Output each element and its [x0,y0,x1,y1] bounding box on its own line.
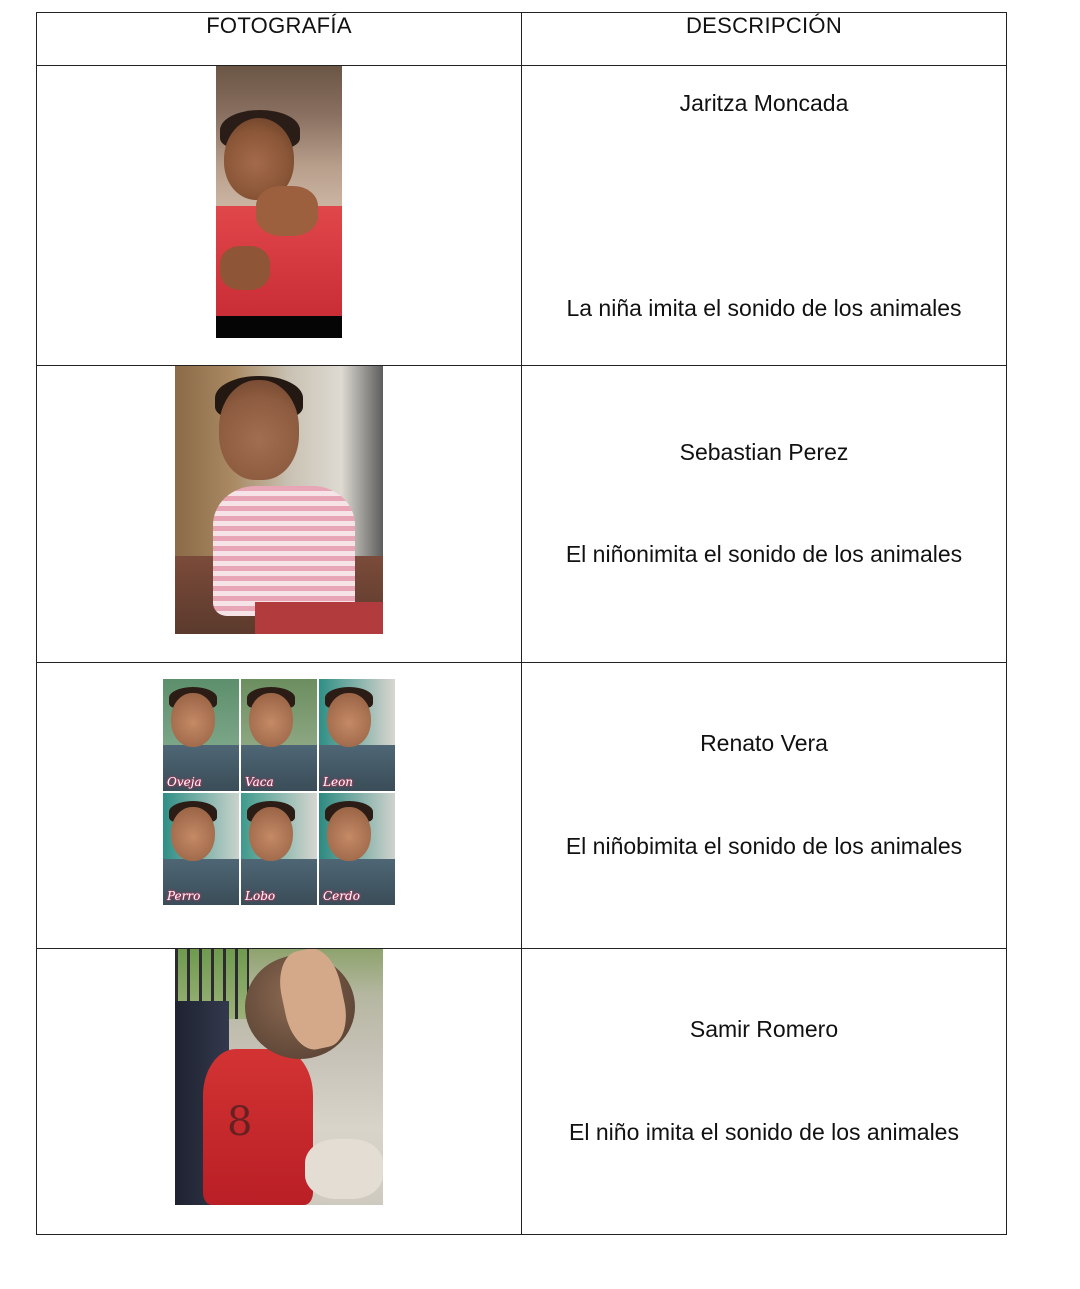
collage-tag: Vaca [245,775,274,789]
collage-tag: Perro [167,889,201,903]
child-name: Jaritza Moncada [679,90,849,116]
photo-cell [37,949,522,1235]
collage-tile [241,679,317,791]
description-cell [522,949,1007,1235]
collage-tile [163,679,239,791]
table-row [37,663,1007,949]
child-description: El niño imita el sonido de los animales [569,1119,959,1145]
description-cell [522,66,1007,366]
child-description: El niñonimita el sonido de los animales [565,541,963,567]
table-row [37,949,1007,1235]
photo-cell [37,66,522,366]
description-cell [522,366,1007,663]
description-cell [522,663,1007,949]
collage-tag: Leon [323,775,354,789]
child-name: Samir Romero [689,1016,839,1042]
collage-tile [319,679,395,791]
photo-description-table [36,12,1007,1235]
collage-tag: Lobo [245,889,276,903]
child-name: Sebastian Perez [679,439,849,465]
table-header-row [37,13,1007,66]
table-row [37,66,1007,366]
collage-tile [163,793,239,905]
photo-cell [37,366,522,663]
collage-tag: Oveja [167,775,202,789]
photo-child [175,366,383,634]
child-description: El niñobimita el sonido de los animales [565,833,963,859]
photo-cell [37,663,522,949]
photo-child [216,66,342,338]
table-row [37,366,1007,663]
header-photo: FOTOGRAFÍA [37,13,522,66]
collage-tile [319,793,395,905]
collage-tag: Cerdo [323,889,360,903]
photo-collage [163,679,395,907]
collage-tile [241,793,317,905]
child-name: Renato Vera [700,730,828,756]
photo-child: 8 [175,949,383,1205]
header-description: DESCRIPCIÓN [522,13,1007,66]
child-description: La niña imita el sonido de los animales [566,295,962,321]
